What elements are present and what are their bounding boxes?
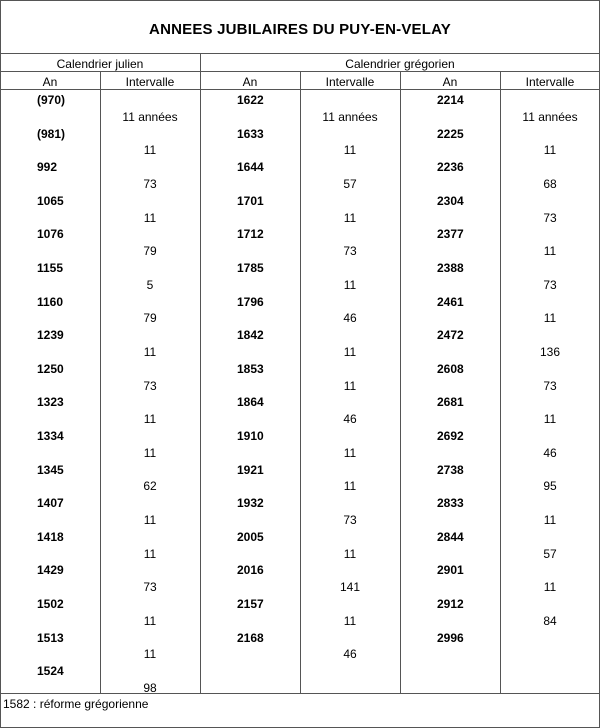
interval-cell: 11 [543,143,557,158]
year-cell: 1622 [237,93,264,107]
year-cell: 1701 [237,193,264,208]
interval-cell: 11 [343,277,357,292]
interval-cell: 73 [543,210,557,225]
interval-cell: 46 [343,647,357,662]
year-cell: 2214 [437,93,464,107]
year-cell: 2388 [437,261,464,275]
year-cell: 2225 [437,126,464,141]
title-divider [0,53,600,54]
interval-cell: 68 [543,177,557,191]
interval-cell: 11 [543,412,557,427]
year-cell: 1785 [237,261,264,275]
year-cell: 1796 [237,294,264,309]
interval-cell: 79 [143,311,157,326]
interval-cell: 57 [343,177,357,191]
year-cell: (970) [37,93,66,107]
year-cell: 2236 [437,160,464,175]
interval-cell: 136 [539,345,561,359]
year-cell: 2912 [437,597,464,611]
year-cell: 2681 [437,395,464,410]
year-cell: 1160 [37,294,64,309]
header-intervalle: Intervalle [325,75,375,89]
header-an: An [442,75,458,89]
interval-cell: 11 [343,613,357,628]
year-cell: 2168 [237,630,264,645]
interval-cell: 11 années [522,109,578,124]
interval-cell: 11 [143,445,157,460]
year-cell: 1418 [37,529,64,544]
interval-cell: 46 [343,412,357,427]
year-cell: 2901 [437,563,464,578]
year-cell: 1864 [237,395,264,410]
interval-cell: 11 [143,613,157,628]
year-cell: 1932 [237,496,264,511]
year-cell: 2472 [437,328,464,343]
year-cell: (981) [37,126,66,141]
year-cell: 1513 [37,630,64,645]
interval-cell: 11 [543,580,557,595]
interval-cell: 11 [343,546,357,561]
footnote-divider [0,693,600,694]
interval-cell: 11 [143,546,157,561]
interval-cell: 11 [143,345,157,359]
interval-cell: 141 [339,580,361,595]
interval-cell: 62 [143,479,157,494]
year-cell: 1921 [237,462,264,477]
footnote: 1582 : réforme grégorienne [3,697,149,711]
interval-cell: 57 [543,546,557,561]
year-cell: 1323 [37,395,64,410]
interval-cell: 11 [343,479,357,494]
interval-cell: 11 années [322,109,378,124]
year-cell: 2157 [237,597,264,611]
interval-cell: 73 [543,277,557,292]
interval-cell: 11 [543,513,557,527]
interval-cell: 11 [343,143,357,158]
interval-cell: 11 [543,244,557,259]
interval-cell: 11 [143,513,157,527]
table-title: ANNEES JUBILAIRES DU PUY-EN-VELAY [149,21,451,38]
interval-cell: 11 [143,143,157,158]
interval-cell: 11 [343,345,357,359]
year-cell: 1524 [37,664,64,679]
interval-cell: 79 [143,244,157,259]
interval-cell: 11 [143,412,157,427]
year-cell: 2304 [437,193,464,208]
year-cell: 1065 [37,193,64,208]
header-intervalle: Intervalle [525,75,575,89]
year-cell: 1842 [237,328,264,343]
interval-cell: 95 [543,479,557,494]
year-cell: 1407 [37,496,64,511]
interval-cell: 73 [143,378,157,393]
interval-cell: 84 [543,613,557,628]
year-cell: 992 [37,160,58,175]
calendar-divider [200,53,201,693]
interval-cell: 5 [146,277,154,292]
header-an: An [42,75,58,89]
year-cell: 2738 [437,462,464,477]
year-cell: 1334 [37,429,64,443]
year-cell: 2692 [437,429,464,443]
year-cell: 2377 [437,227,464,242]
year-cell: 1853 [237,361,264,376]
year-cell: 2016 [237,563,264,578]
year-cell: 1155 [37,261,64,275]
interval-cell: 46 [543,445,557,460]
year-cell: 2833 [437,496,464,511]
header-intervalle: Intervalle [125,75,175,89]
interval-cell: 98 [143,681,157,695]
year-cell: 2608 [437,361,464,376]
year-cell: 1502 [37,597,64,611]
year-cell: 1712 [237,227,264,242]
interval-cell: 73 [543,378,557,393]
year-cell: 1076 [37,227,64,242]
year-cell: 1644 [237,160,264,175]
year-cell: 2996 [437,630,464,645]
year-cell: 2844 [437,529,464,544]
year-cell: 1239 [37,328,64,343]
year-cell: 1345 [37,462,64,477]
interval-cell: 11 [143,210,157,225]
interval-cell: 11 [543,311,557,326]
column-divider [400,71,401,693]
interval-cell: 11 années [122,109,178,124]
interval-cell: 73 [343,244,357,259]
year-cell: 1910 [237,429,264,443]
year-cell: 1250 [37,361,64,376]
year-cell: 2461 [437,294,464,309]
interval-cell: 73 [143,580,157,595]
interval-cell: 11 [343,210,357,225]
interval-cell: 46 [343,311,357,326]
group-gregorien: Calendrier grégorien [345,57,455,71]
interval-cell: 11 [143,647,157,662]
interval-cell: 73 [143,177,157,191]
year-cell: 2005 [237,529,264,544]
header-an: An [242,75,258,89]
interval-cell: 11 [343,378,357,393]
year-cell: 1633 [237,126,264,141]
year-cell: 1429 [37,563,64,578]
group-julien: Calendrier julien [56,57,144,71]
interval-cell: 73 [343,513,357,527]
interval-cell: 11 [343,445,357,460]
